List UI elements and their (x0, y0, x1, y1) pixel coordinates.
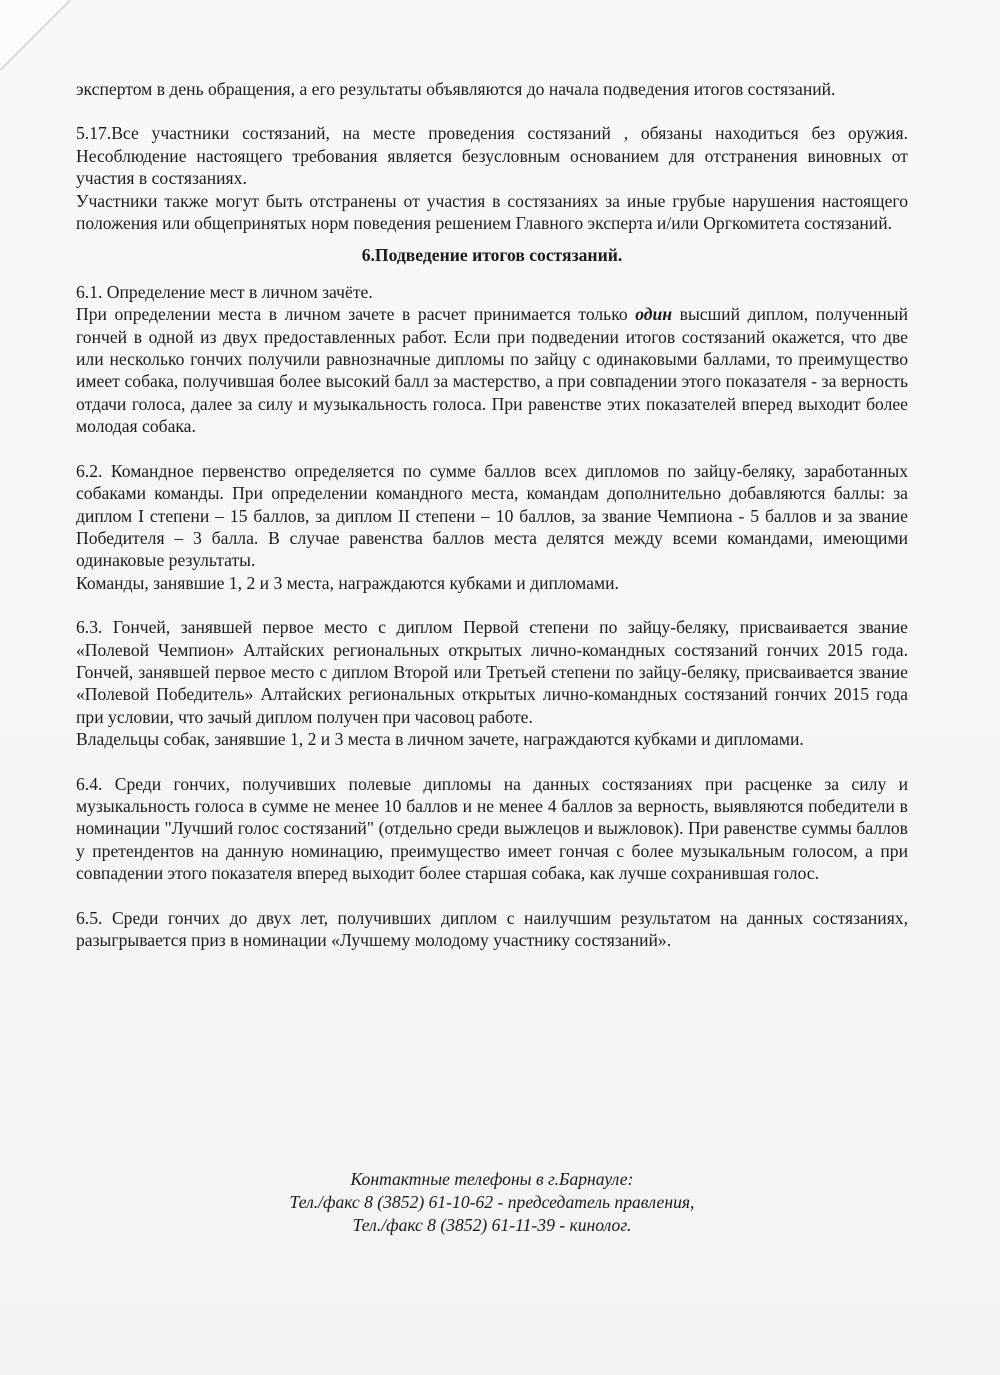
emphasis-one: один (635, 304, 673, 325)
paragraph-6-4: 6.4. Среди гончих, получивших полевые дипломы на данных состязаниях при расценке за силу и музыкальность голоса в сумме не менее 10 баллов и не менее 4 баллов за верность, выявляются победители в номинации "Лучший голос состязаний" (отдельно среди выжлецов и выжловок). При равенстве суммы баллов у претендентов на данную номинацию, преимущество имеет гончая с более музыкальным голосом, а при совпадении этого показателя вперед выходит более старшая собака, как лучше сохранившая голос. (76, 773, 908, 884)
paragraph-6-2-awards: Команды, занявшие 1, 2 и 3 места, награждаются кубками и дипломами. (76, 572, 619, 593)
paragraph-5-16-continuation: экспертом в день обращения, а его результаты объявляются до начала подведения итогов состязаний. (76, 79, 836, 99)
paragraph-6-1 (76, 303, 908, 437)
contacts-phone-chairman: Тел./факс 8 (3852) 61-10-62 - председатель правления, (289, 1192, 695, 1212)
paragraph-6-2: 6.2. Командное первенство определяется по сумме баллов всех дипломов по зайцу-беляку, заработанных собаками команды. При определении командного места, командам дополнительно добавляются баллы: за диплом I степени – 15 баллов, за диплом II степени – 10 баллов, за звание Чемпиона - 5 баллов и за звание Победителя – 3 балла. В случае равенства баллов места делятся между всеми командами, имеющими одинаковые результаты. (76, 460, 908, 571)
paragraph-5-17-extra: Участники также могут быть отстранены от участия в состязаниях за иные грубые нарушения настоящего положения или общепринятых норм поведения решением Главного эксперта и/или Оргкомитета состязаний. (76, 190, 908, 234)
paragraph-5-17: 5.17.Все участники состязаний, на месте проведения состязаний , обязаны находиться без оружия. Несоблюдение настоящего требования является безусловным основанием для отстранения виновных от участия в состязаниях. (76, 123, 908, 189)
paragraph-6-3-awards: Владельцы собак, занявшие 1, 2 и 3 места в личном зачете, награждаются кубками и дипломами. (76, 729, 804, 750)
contacts-block (76, 1168, 908, 1237)
contacts-phone-dog-handler: Тел./факс 8 (3852) 61-11-39 - кинолог. (352, 1215, 632, 1235)
paragraph-6-1-part-b: высший диплом, полученный гончей в одной из двух предоставленных работ. Если при подведении итогов состязаний окажется, что две или несколько гончих получили равнозначные дипломы по зайцу с одинаковыми баллами, то преимущество имеет собака, получившая более высокий балл за мастерство, а при совпадении этого показателя - за верность отдачи голоса, далее за силу и музыкальность голоса. При равенстве этих показателей вперед выходит более молодая собака. (76, 304, 908, 437)
document-body (76, 78, 908, 951)
paragraph-6-3: 6.3. Гончей, занявшей первое место с диплом Первой степени по зайцу-беляку, присваивается звание «Полевой Чемпион» Алтайских региональных открытых лично-командных состязаний гончих 2015 года. Гончей, занявшей первое место с диплом Второй или Третьей степени по зайцу-беляку, присваивается звание «Полевой Победитель» Алтайских региональных открытых лично-командных состязаний гончих 2015 года при условии, что зачый диплом получен при часовоц работе. (76, 617, 908, 727)
paragraph-6-1-part-a: При определении места в личном зачете в расчет принимается только (76, 304, 636, 325)
paragraph-6-1-title: 6.1. Определение мест в личном зачёте. (76, 281, 373, 302)
folded-corner-shadow (0, 0, 70, 70)
contacts-heading: Контактные телефоны в г.Барнауле: (350, 1169, 634, 1189)
paragraph-6-5: 6.5. Среди гончих до двух лет, получивших диплом с наилучшим результатом на данных состязаниях, разыгрывается приз в номинации «Лучшему молодому участнику состязаний». (76, 907, 908, 950)
section-6-title: 6.Подведение итогов состязаний. (361, 245, 623, 266)
